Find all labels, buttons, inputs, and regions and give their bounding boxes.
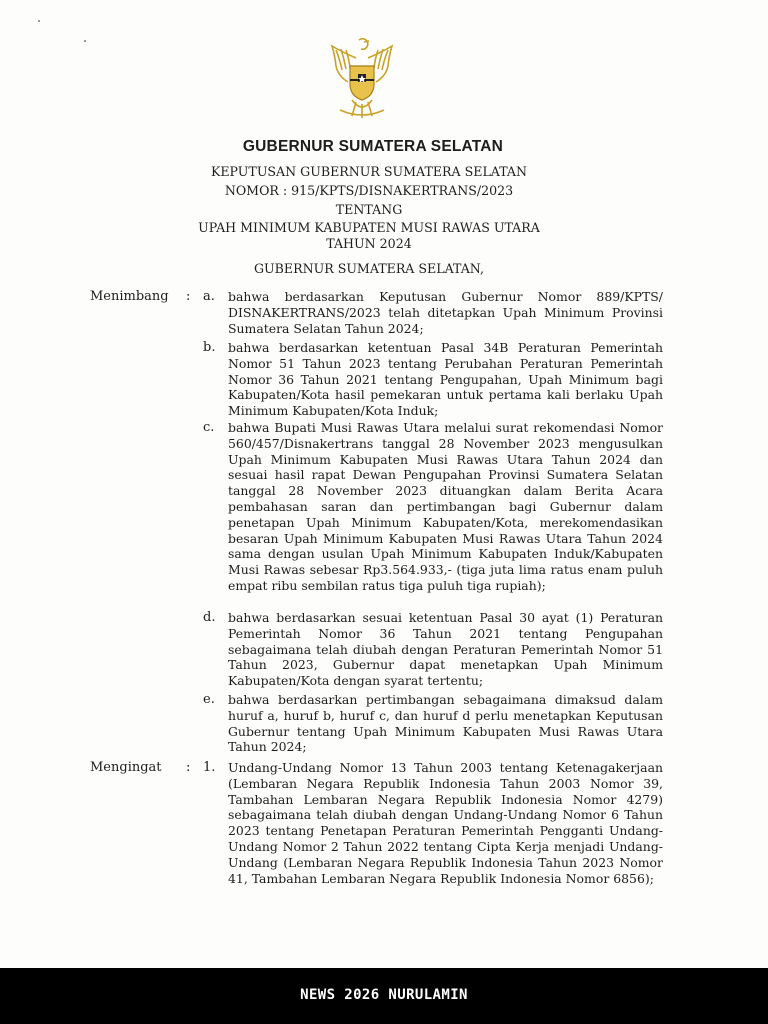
mengingat-item-1: Undang-Undang Nomor 13 Tahun 2003 tentang Ketenagakerjaan (Lembaran Negara Republik Indonesia Tahun 2003 Nomor 39, Tambahan Lembaran Negara Republik Indonesia Nomor 4279) sebagaimana telah diubah dengan Undang-Undang Nomor 6 Tahun 2023 tentang Penetapan Peraturan Pemerintah Pengganti Undang-Undang Nomor 2 Tahun 2022 tentang Cipta Kerja menjadi Undang-Undang (Lembaran Negara Republik Indonesia Tahun 2023 Nomor 41, Tambahan Lembaran Negara Republik Indonesia Nomor 6856); bbox=[228, 760, 663, 886]
decree-year: TAHUN 2024 bbox=[326, 236, 412, 251]
menimbang-marker-c: c. bbox=[203, 420, 215, 435]
menimbang-marker-d: d. bbox=[203, 610, 216, 625]
mengingat-marker-1: 1. bbox=[203, 760, 216, 775]
issuer-heading: GUBERNUR SUMATERA SELATAN bbox=[242, 138, 504, 155]
garuda-emblem-icon bbox=[326, 36, 398, 128]
menimbang-item-a: bahwa berdasarkan Keputusan Gubernur Nomor 889/KPTS/ DISNAKERTRANS/2023 telah ditetapkan Upah Minimum Provinsi Sumatera Selatan Tahun 2024; bbox=[228, 289, 663, 336]
watermark-text: NEWS 2026 NURULAMIN bbox=[300, 987, 468, 1003]
menimbang-marker-b: b. bbox=[203, 340, 216, 355]
scan-speck bbox=[84, 40, 86, 42]
menimbang-item-b: bahwa berdasarkan ketentuan Pasal 34B Peraturan Pemerintah Nomor 51 Tahun 2023 tentang Perubahan Peraturan Pemerintah Nomor 36 Tahun 2021 tentang Pengupahan, Upah Minimum bagi Kabupaten/Kota hasil pemekaran untuk pertama kali berlaku Upah Minimum Kabupaten/Kota Induk; bbox=[228, 340, 663, 419]
menimbang-item-c: bahwa Bupati Musi Rawas Utara melalui surat rekomendasi Nomor 560/457/Disnakertrans tanggal 28 November 2023 mengusulkan Upah Minimum Kabupaten Musi Rawas Utara Tahun 2024 dan sesuai hasil rapat Dewan Pengupahan Provinsi Sumatera Selatan tanggal 28 November 2023 dituangkan dalam Berita Acara pembahasan saran dan pertimbangan bagi Gubernur dalam penetapan Upah Minimum Kabupaten/Kota, merekomendasikan besaran Upah Minimum Kabupaten Musi Rawas Utara Tahun 2024 sama dengan usulan Upah Minimum Kabupaten Induk/Kabupaten Musi Rawas sebesar Rp3.564.933,- (tiga juta lima ratus enam puluh empat ribu sembilan ratus tiga puluh tiga rupiah); bbox=[228, 420, 663, 593]
menimbang-marker-a: a. bbox=[203, 289, 215, 304]
decree-about: TENTANG bbox=[335, 202, 403, 217]
menimbang-colon: : bbox=[186, 289, 191, 304]
menimbang-label: Menimbang bbox=[90, 289, 169, 304]
scan-speck bbox=[38, 20, 40, 22]
menimbang-item-d: bahwa berdasarkan sesuai ketentuan Pasal 30 ayat (1) Peraturan Pemerintah Nomor 36 Tahun 2021 tentang Pengupahan sebagaimana telah diubah dengan Peraturan Pemerintah Nomor 51 Tahun 2023, Gubernur dapat menetapkan Upah Minimum Kabupaten/Kota dengan syarat tertentu; bbox=[228, 610, 663, 689]
decree-subject: UPAH MINIMUM KABUPATEN MUSI RAWAS UTARA bbox=[198, 220, 540, 235]
issuer-line: GUBERNUR SUMATERA SELATAN, bbox=[253, 261, 485, 276]
watermark-bar bbox=[0, 968, 768, 1024]
decree-number: NOMOR : 915/KPTS/DISNAKERTRANS/2023 bbox=[224, 183, 514, 198]
decree-title: KEPUTUSAN GUBERNUR SUMATERA SELATAN bbox=[210, 164, 528, 179]
menimbang-marker-e: e. bbox=[203, 692, 215, 707]
mengingat-colon: : bbox=[186, 760, 191, 775]
mengingat-label: Mengingat bbox=[90, 760, 162, 775]
menimbang-item-e: bahwa berdasarkan pertimbangan sebagaimana dimaksud dalam huruf a, huruf b, huruf c, dan huruf d perlu menetapkan Keputusan Gubernur tentang Upah Minimum Kabupaten Musi Rawas Utara Tahun 2024; bbox=[228, 692, 663, 755]
